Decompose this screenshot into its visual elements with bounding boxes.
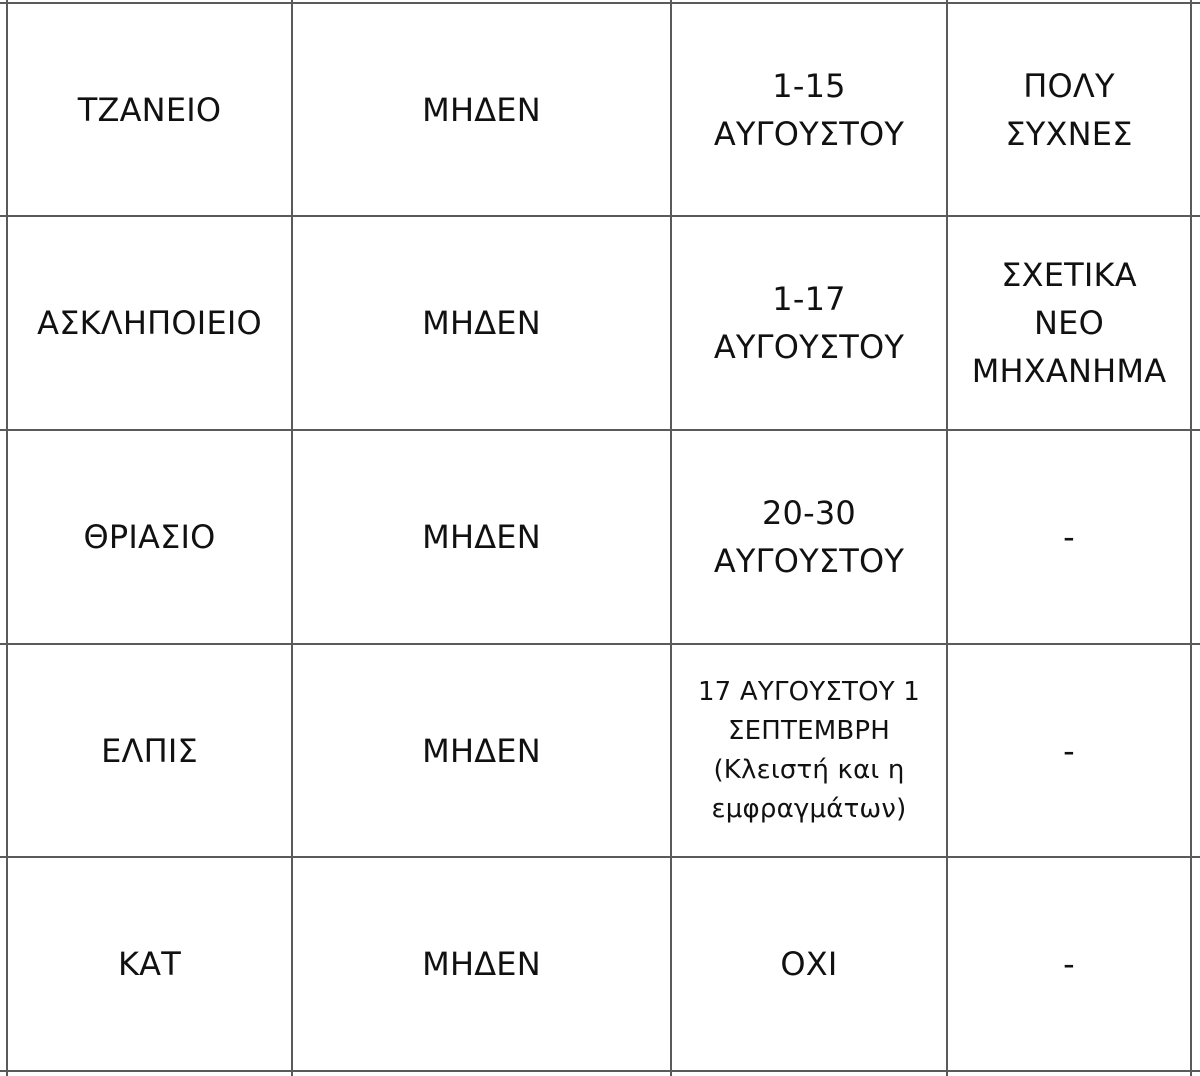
cell-text: ΜΗΔΕΝ <box>422 731 541 770</box>
grid-line-horizontal <box>0 1070 1200 1072</box>
cell-text: ΑΥΓΟΥΣΤΟΥ <box>713 114 905 153</box>
cell-text: ΣΕΠΤΕΜΒΡΗ <box>727 715 890 746</box>
cell-text: ΑΥΓΟΥΣΤΟΥ <box>713 542 905 580</box>
cell-text: ΑΥΓΟΥΣΤΟΥ <box>713 328 905 366</box>
cell-text: ΜΗΔΕΝ <box>422 90 541 129</box>
table-cell-hospital <box>8 217 291 429</box>
cell-text: ΝΕΟ <box>1034 304 1104 342</box>
table-cell-status <box>293 645 670 856</box>
cell-text: ΣΥΧΝΕΣ <box>1005 114 1133 153</box>
cell-text: 1-17 <box>772 280 846 318</box>
table-cell-status <box>293 217 670 429</box>
cell-text: - <box>1063 945 1075 983</box>
cell-text: ΜΗΔΕΝ <box>422 945 541 983</box>
cell-text: ΜΗΔΕΝ <box>422 518 541 556</box>
table-cell-period <box>672 858 946 1070</box>
table-cell-status <box>293 4 670 215</box>
cell-text: (Κλειστή και η <box>713 754 905 785</box>
cell-text: ΟΧΙ <box>780 945 838 983</box>
table-cell-hospital <box>8 645 291 856</box>
table-cell-note <box>948 431 1190 643</box>
table-cell-period <box>672 645 946 856</box>
cell-text: ΣΧΕΤΙΚΑ <box>1001 256 1137 294</box>
table-cell-period <box>672 4 946 215</box>
cell-text: - <box>1063 731 1075 770</box>
table-cell-period <box>672 217 946 429</box>
cell-text: - <box>1063 518 1075 556</box>
cell-text: εμφραγμάτων) <box>711 793 907 824</box>
table-cell-note <box>948 217 1190 429</box>
cell-text: ΚΑΤ <box>117 945 182 983</box>
table-cell-period <box>672 431 946 643</box>
table-cell-hospital <box>8 858 291 1070</box>
cell-text: ΜΗΔΕΝ <box>422 304 541 342</box>
cell-text: ΕΛΠΙΣ <box>101 731 198 770</box>
cell-text: 1-15 <box>772 66 846 105</box>
grid-line-vertical <box>1190 0 1192 1076</box>
table-cell-hospital <box>8 431 291 643</box>
cell-text: ΜΗΧΑΝΗΜΑ <box>971 352 1167 390</box>
cell-text: 17 ΑΥΓΟΥΣΤΟΥ 1 <box>697 676 921 707</box>
cell-text: 20-30 <box>762 494 856 532</box>
table-cell-status <box>293 431 670 643</box>
cell-text: ΤΖΑΝΕΙΟ <box>77 90 222 129</box>
table-cell-note <box>948 645 1190 856</box>
table-cell-note <box>948 4 1190 215</box>
table-cell-status <box>293 858 670 1070</box>
table-cell-note <box>948 858 1190 1070</box>
cell-text: ΠΟΛΥ <box>1023 66 1115 105</box>
cell-text: ΘΡΙΑΣΙΟ <box>83 518 216 556</box>
cell-text: ΑΣΚΛΗΠΟΙΕΙΟ <box>37 304 262 342</box>
table-cell-hospital <box>8 4 291 215</box>
